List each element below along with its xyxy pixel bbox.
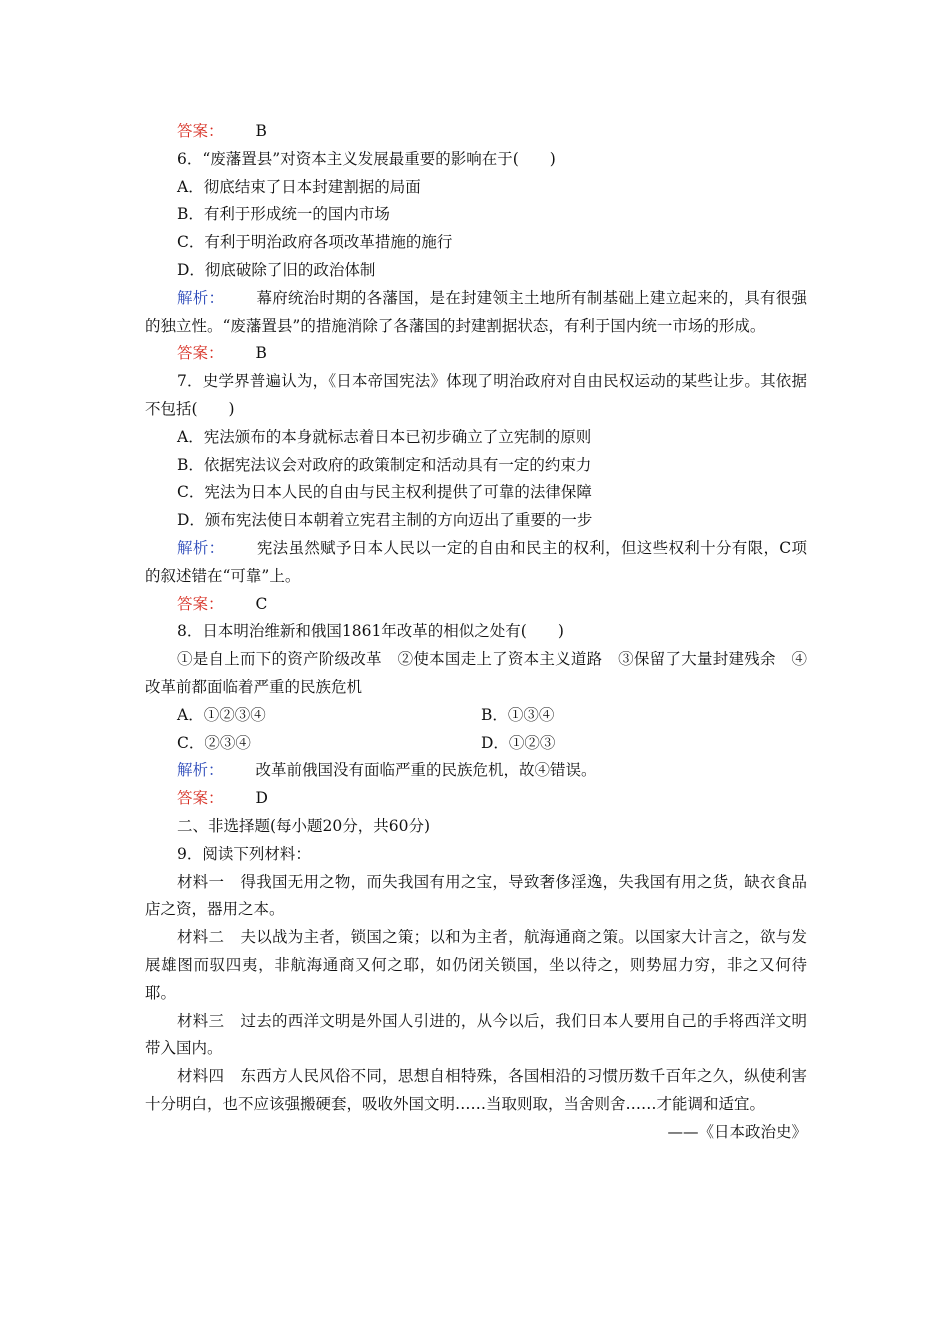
- analysis-text: 幕府统治时期的各藩国，是在封建领主土地所有制基础上建立起来的，具有很强的独立性。“废藩置县”的措施消除了各藩国的封建割据状态，有利于国内统一市场的形成。: [145, 288, 807, 335]
- q8-options-row-2: [145, 730, 807, 758]
- q8-stem: 8．日本明治维新和俄国1861年改革的相似之处有( ): [177, 622, 564, 641]
- analysis-label: 解析：: [177, 761, 224, 780]
- q8-option-d: D．①②③: [481, 733, 556, 752]
- q8-option-a: A．①②③④: [177, 705, 266, 724]
- answer-label: 答案：: [177, 594, 224, 613]
- q6-option-b: B．有利于形成统一的国内市场: [177, 205, 390, 224]
- q6-analysis: [145, 285, 807, 341]
- answer-value: B: [255, 344, 267, 363]
- answer-value: D: [255, 789, 268, 808]
- q7-analysis: [145, 535, 807, 591]
- material-1: [145, 869, 807, 925]
- material-text: 得我国无用之物，而失我国有用之宝，导致奢侈淫逸，失我国有用之货，缺衣食品店之资，器用之本。: [145, 872, 807, 919]
- analysis-text: 改革前俄国没有面临严重的民族危机，故④错误。: [255, 761, 597, 780]
- material-label: 材料二: [177, 928, 225, 947]
- document-body: [145, 118, 807, 1146]
- material-label: 材料一: [177, 872, 225, 891]
- analysis-label: 解析：: [177, 288, 225, 307]
- q7-option-c: C．宪法为日本人民的自由与民主权利提供了可靠的法律保障: [177, 483, 592, 502]
- q7-option-a: A．宪法颁布的本身就标志着日本已初步确立了立宪制的原则: [177, 427, 592, 446]
- q6-answer-line: [145, 340, 807, 368]
- q7-answer-line: [145, 591, 807, 619]
- material-label: 材料四: [177, 1067, 225, 1086]
- answer-value: B: [255, 122, 267, 140]
- q8-options-row-1: [145, 702, 807, 730]
- q8-items: ①是自上而下的资产阶级改革 ②使本国走上了资本主义道路 ③保留了大量封建残余 ④改革前都面临着严重的民族危机: [145, 650, 807, 696]
- q8-option-b: B．①③④: [481, 705, 555, 724]
- q8-answer-line: [145, 785, 807, 813]
- answer-value: C: [255, 594, 268, 613]
- answer-label: 答案：: [177, 789, 224, 808]
- q8-option-c: C．②③④: [177, 733, 251, 752]
- analysis-label: 解析：: [177, 538, 225, 557]
- q8-analysis: [145, 757, 807, 785]
- material-text: 夫以战为主者，锁国之策；以和为主者，航海通商之策。以国家大计言之，欲与发展雄图而驭四夷，非航海通商又何之耶，如仍闭关锁国，坐以待之，则势屈力穷，非之又何待耶。: [145, 928, 807, 1002]
- material-3: [145, 1008, 807, 1064]
- q6-stem: 6．“废藩置县”对资本主义发展最重要的影响在于( ): [177, 149, 556, 168]
- q5-answer-line: [145, 118, 807, 146]
- source-citation: ——《日本政治史》: [667, 1122, 807, 1141]
- q6-option-d: D．彻底破除了旧的政治体制: [177, 260, 376, 279]
- q9-stem: 9．阅读下列材料：: [177, 844, 311, 863]
- section-heading: 二、非选择题(每小题20分，共60分): [177, 816, 431, 835]
- answer-label: 答案：: [177, 122, 224, 140]
- answer-label: 答案：: [177, 344, 224, 363]
- analysis-text: 宪法虽然赋予日本人民以一定的自由和民主的权利，但这些权利十分有限，C项的叙述错在“可靠”上。: [145, 538, 807, 585]
- material-label: 材料三: [177, 1011, 225, 1030]
- material-text: 过去的西洋文明是外国人引进的，从今以后，我们日本人要用自己的手将西洋文明带入国内。: [145, 1011, 807, 1058]
- material-text: 东西方人民风俗不同，思想自相特殊，各国相沿的习惯历数千百年之久，纵使利害十分明白，也不应该强搬硬套，吸收外国文明……当取则取，当舍则舍……才能调和适宜。: [145, 1067, 807, 1113]
- q7-option-b: B．依据宪法议会对政府的政策制定和活动具有一定的约束力: [177, 455, 592, 474]
- q7-stem: 7．史学界普遍认为，《日本帝国宪法》体现了明治政府对自由民权运动的某些让步。其依据不包括( ): [145, 372, 807, 418]
- q6-option-a: A．彻底结束了日本封建割据的局面: [177, 177, 421, 196]
- q6-option-c: C．有利于明治政府各项改革措施的施行: [177, 233, 453, 252]
- q7-option-d: D．颁布宪法使日本朝着立宪君主制的方向迈出了重要的一步: [177, 511, 593, 530]
- material-2: [145, 924, 807, 1007]
- material-4: [145, 1063, 807, 1119]
